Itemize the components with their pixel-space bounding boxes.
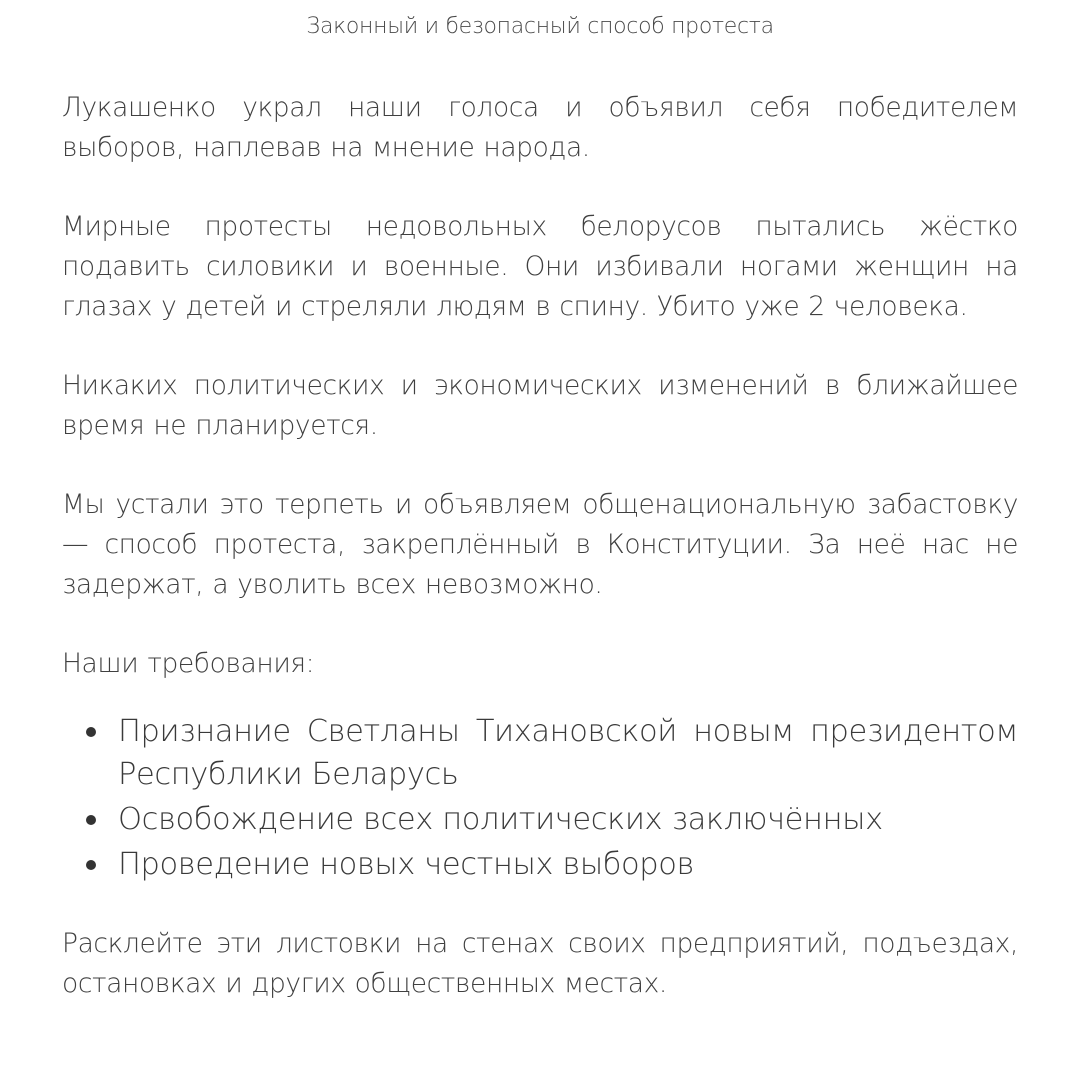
demands-list — [62, 710, 1018, 886]
demand-item — [62, 710, 1018, 796]
paragraph-stolen-votes: Лукашенко украл наши голоса и объявил себя победителем выборов, наплевав на мнение народа. — [62, 92, 1018, 163]
bullet-icon — [86, 727, 96, 737]
bullet-icon — [86, 815, 96, 825]
paragraph-protest-suppression: Мирные протесты недовольных белорусов пытались жёстко подавить силовики и военные. Они избивали ногами женщин на глазах у детей и стреляли людям в спину. Убито уже 2 человека. — [62, 211, 1018, 322]
paragraph-no-changes: Никаких политических и экономических изменений в ближайшее время не планируется. — [62, 370, 1018, 441]
demand-text: Освобождение всех политических заключённых — [118, 802, 883, 837]
paragraph-closing-call: Расклейте эти листовки на стенах своих предприятий, подъездах, остановках и других общественных местах. — [62, 928, 1018, 999]
leaflet-body — [62, 88, 1018, 1043]
demand-item — [62, 843, 1018, 886]
demands-heading: Наши требования: — [62, 648, 315, 679]
paragraph-strike-announcement: Мы устали это терпеть и объявляем общенациональную забастовку — способ протеста, закреплённый в Конституции. За неё нас не задержат, а уволить всех невозможно. — [62, 489, 1018, 600]
demand-item — [62, 798, 1018, 841]
demand-text: Проведение новых честных выборов — [118, 847, 694, 882]
leaflet-subtitle: Законный и безопасный способ протеста — [306, 14, 774, 39]
bullet-icon — [86, 860, 96, 870]
demand-text: Признание Светланы Тихановской новым президентом Республики Беларусь — [118, 714, 1018, 792]
